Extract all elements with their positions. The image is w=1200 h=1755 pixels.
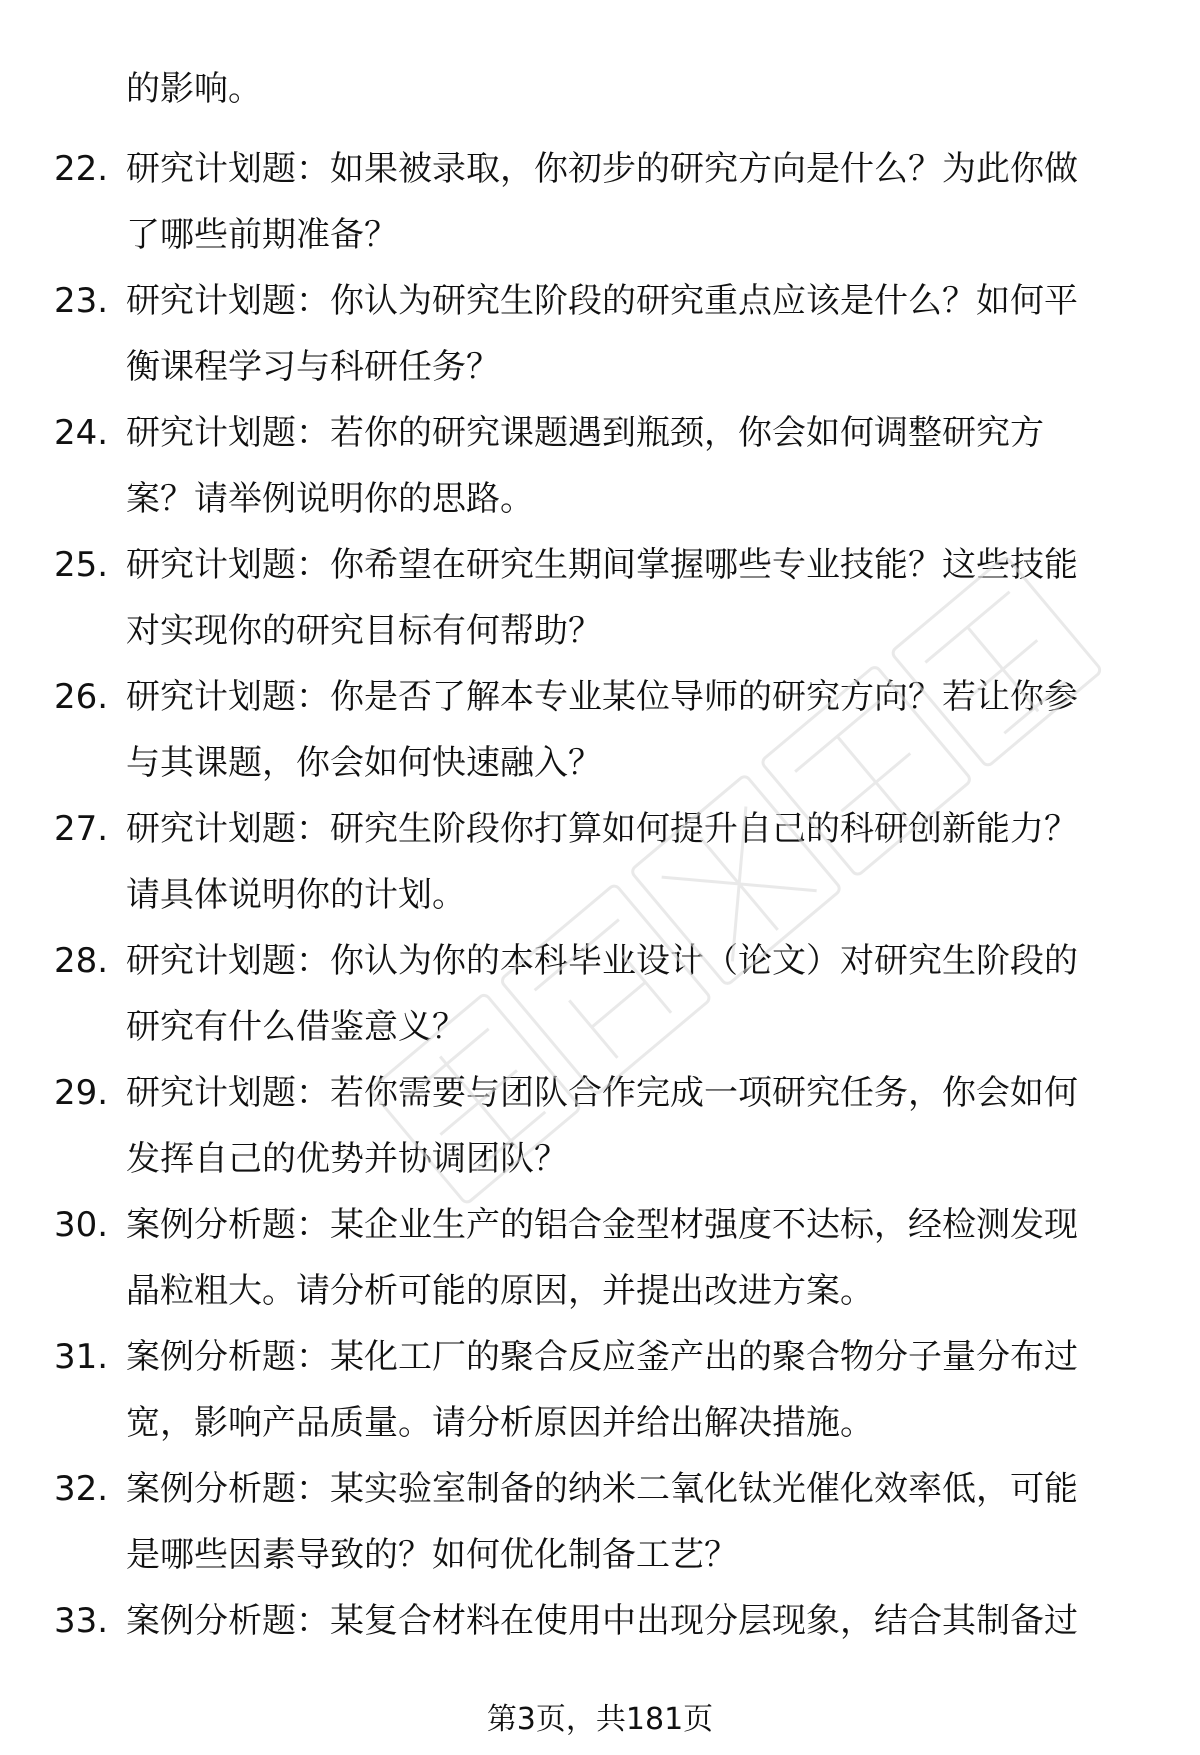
question-list	[0, 136, 1200, 1720]
question-item	[0, 1456, 1200, 1588]
question-number: 28.	[54, 941, 109, 981]
question-number: 26.	[54, 677, 109, 717]
question-text-line: 案例分析题：某企业生产的铝合金型材强度不达标，经检测发现	[126, 1205, 1078, 1245]
question-number: 22.	[54, 149, 109, 189]
question-item	[0, 796, 1200, 928]
question-text-line: 对实现你的研究目标有何帮助？	[126, 611, 602, 651]
question-number: 33.	[54, 1601, 109, 1641]
question-item	[0, 400, 1200, 532]
question-number: 29.	[54, 1073, 109, 1113]
question-text-line: 研究计划题：若你的研究课题遇到瓶颈，你会如何调整研究方	[126, 413, 1044, 453]
question-item	[0, 1060, 1200, 1192]
question-text-line: 案例分析题：某复合材料在使用中出现分层现象，结合其制备过	[126, 1601, 1078, 1641]
question-number: 23.	[54, 281, 109, 321]
question-text-line: 是哪些因素导致的？如何优化制备工艺？	[126, 1535, 738, 1575]
question-text-line: 发挥自己的优势并协调团队？	[126, 1139, 568, 1179]
question-number: 25.	[54, 545, 109, 585]
question-text-line: 研究计划题：研究生阶段你打算如何提升自己的科研创新能力？	[126, 809, 1078, 849]
question-text-line: 研究计划题：若你需要与团队合作完成一项研究任务，你会如何	[126, 1073, 1078, 1113]
question-text-line: 研究计划题：你认为研究生阶段的研究重点应该是什么？如何平	[126, 281, 1078, 321]
page-footer: 第3页，共181页	[486, 1702, 714, 1737]
question-text-line: 衡课程学习与科研任务？	[126, 347, 500, 387]
question-item	[0, 928, 1200, 1060]
question-text-line: 案例分析题：某化工厂的聚合反应釜产出的聚合物分子量分布过	[126, 1337, 1078, 1377]
question-text-line: 研究计划题：你希望在研究生期间掌握哪些专业技能？这些技能	[126, 545, 1078, 585]
question-text-line: 研究计划题：你认为你的本科毕业设计（论文）对研究生阶段的	[126, 941, 1078, 981]
question-item	[0, 664, 1200, 796]
question-item	[0, 1192, 1200, 1324]
question-text-line: 研究有什么借鉴意义？	[126, 1007, 466, 1047]
question-number: 27.	[54, 809, 109, 849]
question-text-line: 与其课题，你会如何快速融入？	[126, 743, 602, 783]
question-text-line: 宽，影响产品质量。请分析原因并给出解决措施。	[126, 1403, 874, 1443]
question-text-line: 案例分析题：某实验室制备的纳米二氧化钛光催化效率低，可能	[126, 1469, 1078, 1509]
continuation-text: 的影响。	[126, 69, 262, 109]
question-text-line: 研究计划题：如果被录取，你初步的研究方向是什么？为此你做	[126, 149, 1078, 189]
question-text-line: 晶粒粗大。请分析可能的原因，并提出改进方案。	[126, 1271, 874, 1311]
question-item	[0, 268, 1200, 400]
question-number: 31.	[54, 1337, 109, 1377]
question-text-line: 了哪些前期准备？	[126, 215, 398, 255]
question-number: 24.	[54, 413, 109, 453]
question-item	[0, 1324, 1200, 1456]
question-item	[0, 532, 1200, 664]
question-text-line: 请具体说明你的计划。	[126, 875, 466, 915]
question-number: 30.	[54, 1205, 109, 1245]
question-text-line: 案？请举例说明你的思路。	[126, 479, 534, 519]
question-text-line: 研究计划题：你是否了解本专业某位导师的研究方向？若让你参	[126, 677, 1078, 717]
question-item	[0, 136, 1200, 268]
question-number: 32.	[54, 1469, 109, 1509]
